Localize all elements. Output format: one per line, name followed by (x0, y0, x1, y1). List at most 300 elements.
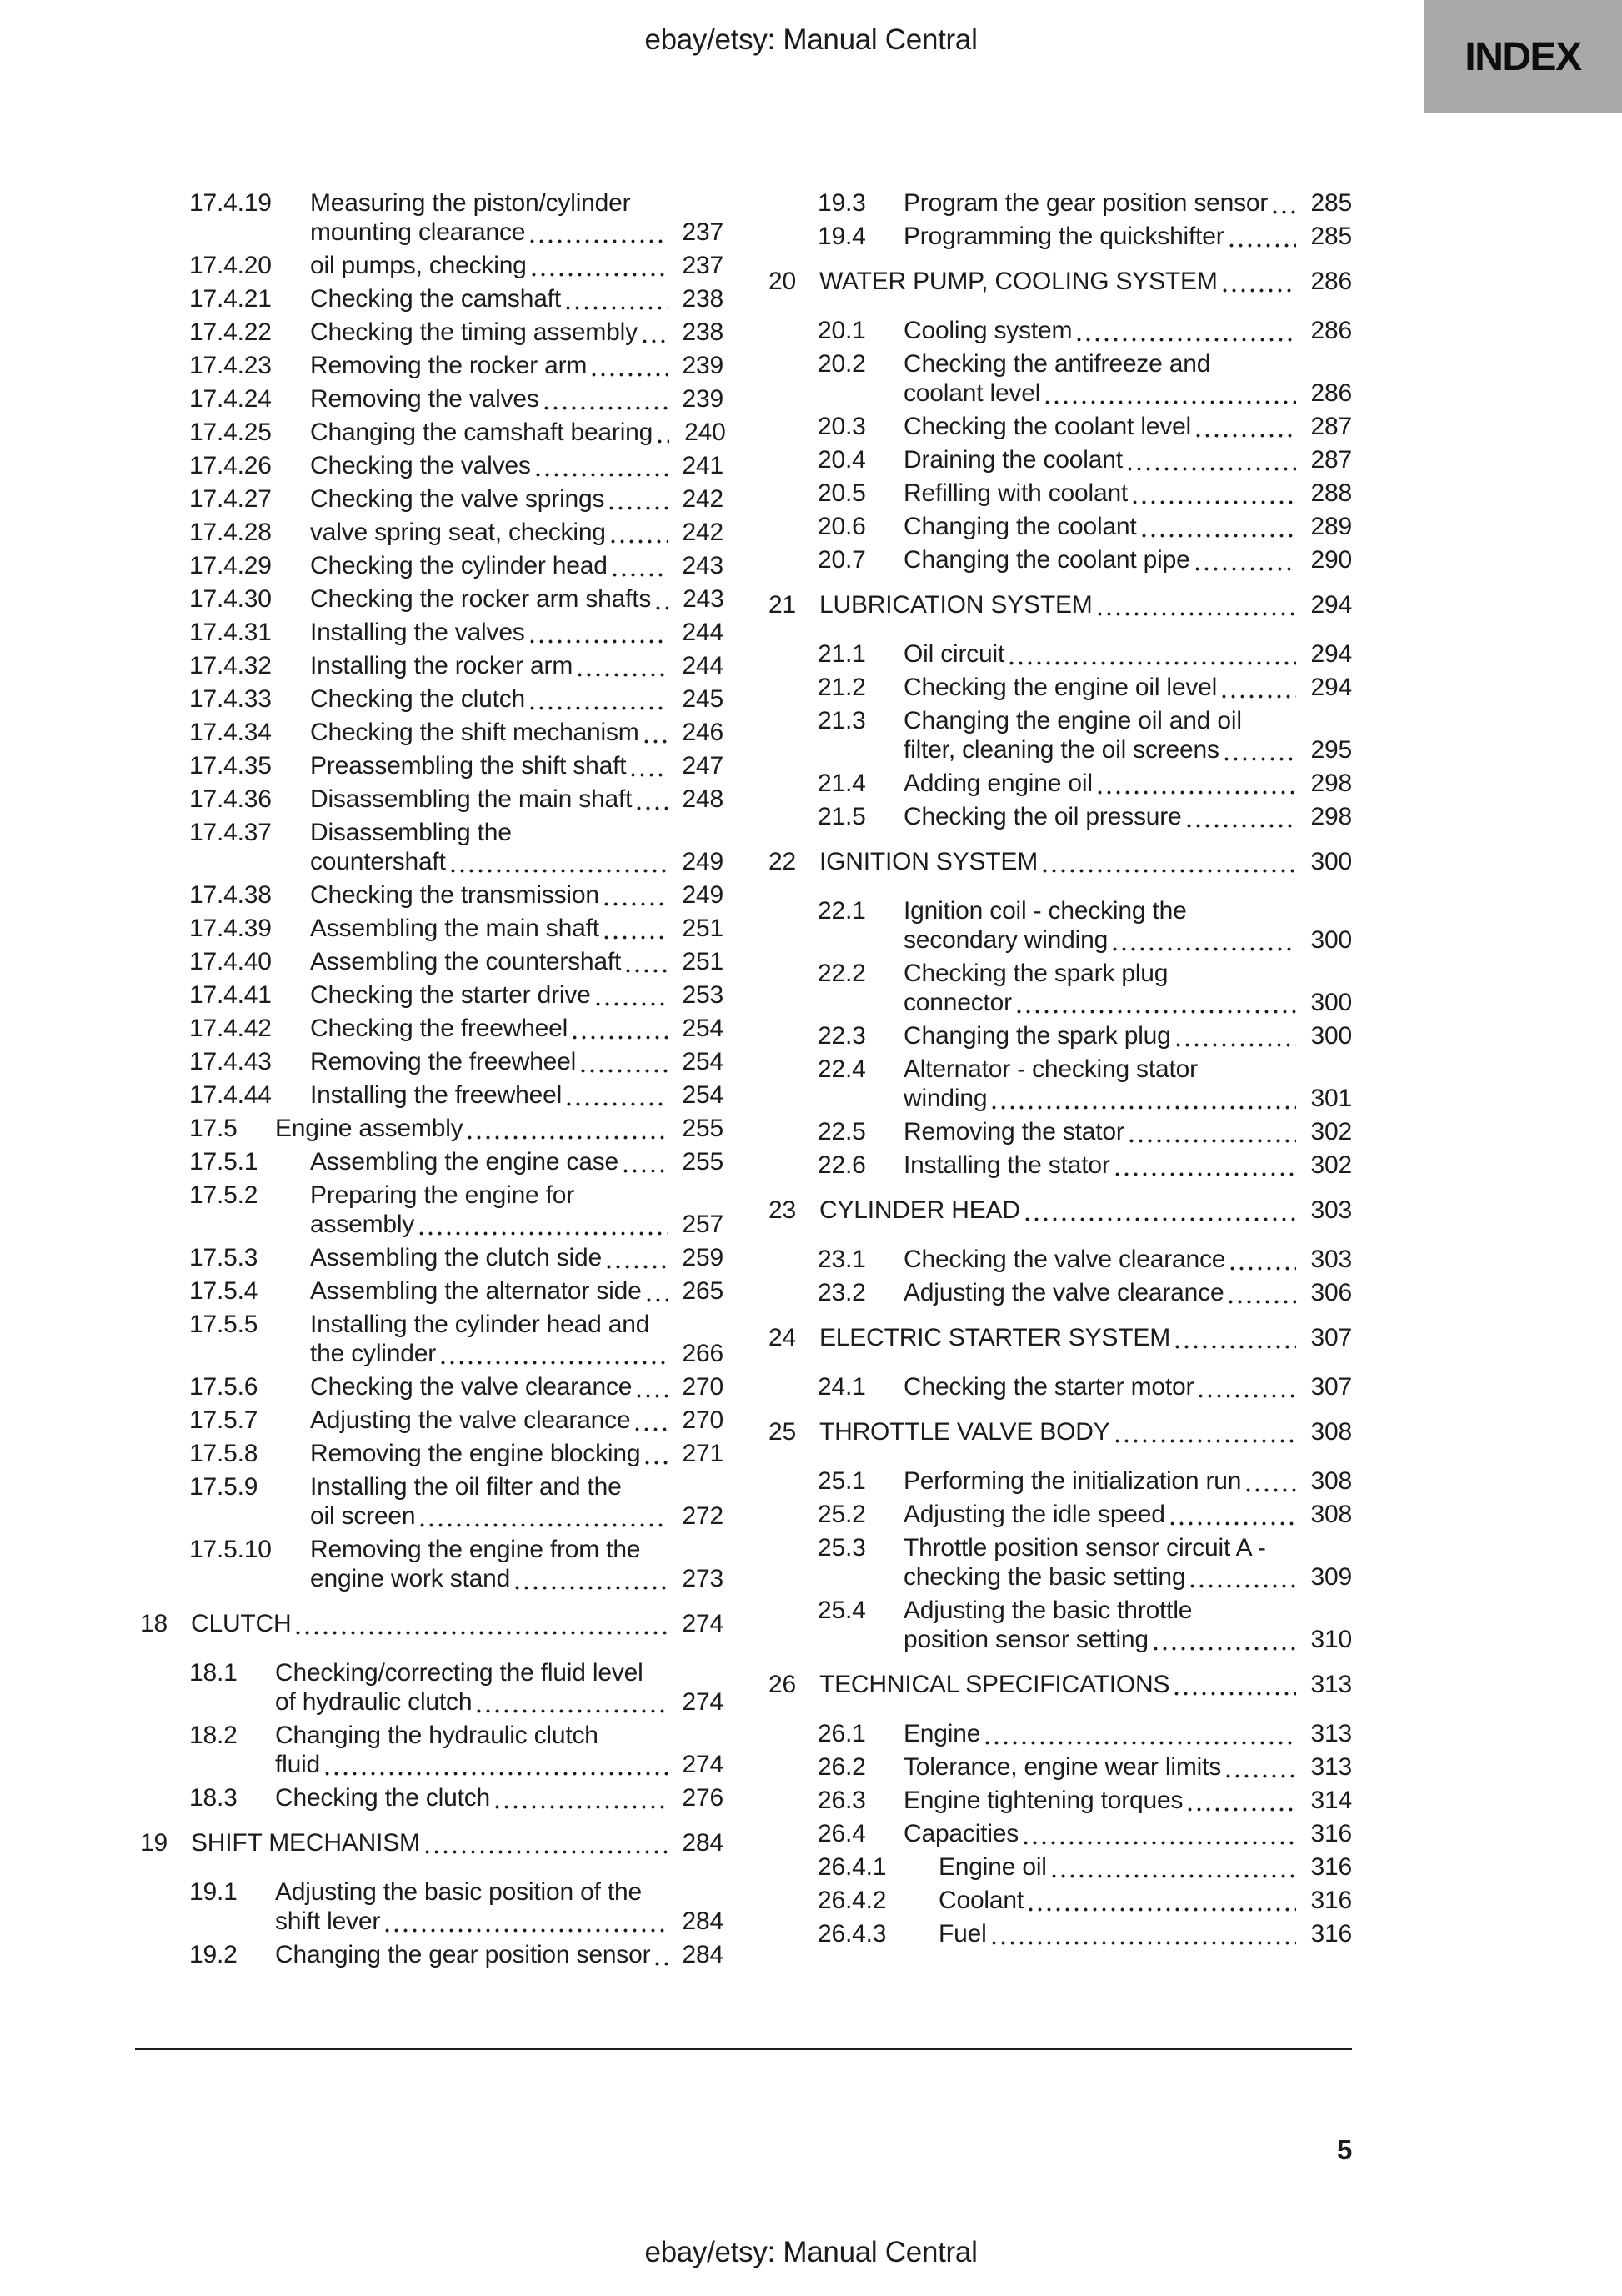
toc-entry-page: 300 (1310, 989, 1352, 1016)
toc-entry[interactable] (140, 484, 723, 514)
toc-entry-line (818, 545, 1352, 574)
toc-entry-page: 287 (1310, 446, 1352, 474)
toc-entry-number: 22.1 (818, 897, 866, 925)
dotted-leader (1229, 1300, 1295, 1304)
toc-entry[interactable] (768, 896, 1352, 955)
toc-entry-line (768, 847, 1352, 876)
toc-entry-number: 17.5.5 (189, 1311, 258, 1338)
toc-entry[interactable] (768, 1323, 1352, 1352)
toc-content (140, 188, 1352, 1973)
dotted-leader (592, 373, 667, 377)
toc-entry-line (189, 618, 723, 647)
toc-entry-line (818, 1245, 1352, 1274)
toc-entry[interactable] (140, 1406, 723, 1435)
toc-entry-title: Changing the coolant pipe (904, 546, 1190, 574)
toc-entry[interactable] (140, 684, 723, 714)
toc-entry-title: Refilling with coolant (904, 479, 1129, 507)
toc-entry[interactable] (768, 706, 1352, 764)
dotted-leader (1176, 1043, 1296, 1047)
toc-entry[interactable] (140, 451, 723, 480)
toc-entry[interactable] (768, 316, 1352, 345)
toc-entry-number: 17.5.1 (189, 1148, 258, 1176)
toc-entry[interactable] (768, 1196, 1352, 1225)
dotted-leader (544, 406, 668, 410)
dotted-leader (1188, 1807, 1295, 1812)
toc-entry[interactable] (768, 1151, 1352, 1180)
toc-entry-number: 17.5.9 (189, 1473, 258, 1501)
toc-entry[interactable] (768, 479, 1352, 508)
toc-entry-line (189, 1907, 723, 1936)
toc-entry[interactable] (140, 1940, 723, 1969)
toc-entry-page: 254 (682, 1081, 723, 1109)
toc-entry-page: 246 (682, 719, 723, 746)
toc-entry-line (818, 769, 1352, 798)
toc-entry-number: 26.4.3 (818, 1920, 887, 1948)
toc-entry[interactable] (768, 188, 1352, 218)
toc-entry-line (818, 1596, 1352, 1625)
dotted-leader (1226, 1774, 1295, 1778)
toc-entry-page: 300 (1310, 848, 1352, 875)
toc-entry-number: 25.2 (818, 1501, 866, 1528)
toc-entry-number: 17.4.29 (189, 552, 272, 579)
toc-entry-number: 18.1 (189, 1659, 238, 1687)
toc-entry[interactable] (140, 1014, 723, 1043)
toc-entry[interactable] (768, 545, 1352, 574)
toc-entry-line (189, 847, 723, 876)
toc-entry[interactable] (768, 412, 1352, 441)
toc-entry-page: 244 (682, 652, 723, 679)
toc-entry-title: oil screen (310, 1502, 416, 1530)
dotted-leader (1154, 1647, 1296, 1651)
toc-entry[interactable] (140, 1783, 723, 1812)
toc-entry-title: Checking the engine oil level (904, 674, 1218, 701)
toc-entry-title: Changing the camshaft bearing (310, 419, 653, 446)
toc-entry-page: 285 (1310, 223, 1352, 250)
toc-entry-page: 274 (682, 1610, 723, 1637)
toc-entry-line (189, 651, 723, 680)
toc-entry-page: 257 (682, 1211, 723, 1238)
toc-entry-line (768, 1196, 1352, 1225)
toc-entry[interactable] (140, 1439, 723, 1468)
toc-entry-title: LUBRICATION SYSTEM (819, 591, 1093, 619)
toc-entry-page: 284 (682, 1941, 723, 1968)
toc-entry[interactable] (140, 914, 723, 943)
dotted-leader (637, 806, 667, 810)
toc-entry-title: Checking the oil pressure (904, 803, 1182, 830)
toc-entry-line (818, 412, 1352, 441)
dotted-leader (578, 673, 667, 677)
toc-entry-line (189, 384, 723, 414)
dotted-leader (609, 506, 667, 510)
toc-entry[interactable] (140, 618, 723, 647)
toc-entry-title: Installing the cylinder head and (310, 1311, 650, 1338)
dotted-leader (1170, 1521, 1296, 1526)
toc-entry-number: 25 (768, 1418, 796, 1446)
toc-entry-number: 20.6 (818, 513, 866, 540)
dotted-leader (656, 606, 668, 610)
toc-entry[interactable] (768, 349, 1352, 408)
toc-entry-number: 22.3 (818, 1022, 866, 1050)
dotted-leader (1133, 500, 1295, 504)
dotted-leader (419, 1231, 667, 1236)
toc-entry[interactable] (140, 1080, 723, 1110)
toc-entry-page: 273 (682, 1565, 723, 1592)
toc-entry[interactable] (768, 1819, 1352, 1848)
toc-entry-title: Checking the camshaft (310, 285, 561, 313)
toc-entry-page: 313 (1310, 1720, 1352, 1747)
toc-entry[interactable] (768, 1117, 1352, 1146)
toc-entry-number: 19.2 (189, 1941, 238, 1968)
toc-entry[interactable] (768, 267, 1352, 296)
toc-entry[interactable] (140, 318, 723, 347)
toc-entry-page: 294 (1310, 640, 1352, 668)
toc-entry-line (189, 1721, 723, 1750)
toc-entry[interactable] (768, 802, 1352, 831)
toc-entry-title: Coolant (939, 1887, 1024, 1914)
toc-entry-page: 242 (682, 519, 723, 546)
toc-entry[interactable] (768, 1417, 1352, 1446)
toc-entry[interactable] (140, 1147, 723, 1176)
toc-entry[interactable] (140, 1609, 723, 1638)
toc-entry[interactable] (140, 1721, 723, 1779)
toc-entry[interactable] (768, 1245, 1352, 1274)
toc-entry-line (189, 1783, 723, 1812)
toc-entry-page: 254 (682, 1048, 723, 1075)
toc-entry-line (189, 218, 723, 247)
dotted-leader (468, 1135, 667, 1140)
dotted-leader (532, 273, 668, 277)
toc-entry-number: 26.4.1 (818, 1853, 887, 1881)
toc-entry[interactable] (140, 251, 723, 280)
toc-entry[interactable] (768, 445, 1352, 474)
toc-entry-number: 22.5 (818, 1118, 866, 1145)
toc-entry[interactable] (140, 188, 723, 247)
toc-entry-line (189, 1014, 723, 1043)
dotted-leader (420, 1523, 667, 1527)
toc-entry-page: 251 (682, 948, 723, 975)
toc-entry[interactable] (140, 718, 723, 747)
dotted-leader (1017, 1010, 1296, 1014)
toc-entry-number: 19.3 (818, 189, 866, 217)
toc-entry-page: 270 (682, 1373, 723, 1401)
toc-entry-title: Checking the timing assembly (310, 318, 638, 346)
toc-entry-number: 23.1 (818, 1246, 866, 1273)
toc-entry[interactable] (768, 1596, 1352, 1654)
toc-entry[interactable] (768, 1278, 1352, 1307)
toc-entry-title: Checking the cylinder head (310, 552, 608, 579)
toc-entry[interactable] (768, 1852, 1352, 1882)
toc-entry-line (818, 1719, 1352, 1748)
toc-entry[interactable] (768, 1021, 1352, 1050)
toc-entry-page: 314 (1310, 1787, 1352, 1814)
toc-entry[interactable] (768, 1055, 1352, 1113)
toc-entry-page: 306 (1310, 1279, 1352, 1306)
dotted-leader (573, 1035, 667, 1040)
toc-entry-title: Checking the freewheel (310, 1015, 568, 1042)
toc-entry-line (818, 673, 1352, 702)
toc-entry-line (140, 1609, 723, 1638)
toc-entry[interactable] (768, 847, 1352, 876)
toc-entry-line (818, 222, 1352, 251)
toc-entry-title: filter, cleaning the oil screens (904, 736, 1219, 764)
toc-entry-line (768, 1417, 1352, 1446)
toc-entry[interactable] (140, 518, 723, 547)
toc-entry-title: SHIFT MECHANISM (191, 1829, 420, 1857)
toc-entry-line (818, 1752, 1352, 1782)
toc-entry-page: 284 (682, 1829, 723, 1857)
toc-entry-number: 17.4.24 (189, 385, 272, 413)
toc-entry[interactable] (768, 1919, 1352, 1948)
toc-entry-title: Program the gear position sensor (904, 189, 1269, 217)
toc-entry-number: 17.5.4 (189, 1277, 258, 1305)
dotted-leader (1115, 1439, 1296, 1443)
toc-entry-number: 17.5.7 (189, 1406, 258, 1434)
toc-entry-title: the cylinder (310, 1340, 437, 1367)
toc-entry-number: 25.1 (818, 1467, 866, 1495)
toc-entry[interactable] (768, 959, 1352, 1017)
toc-entry-line (768, 267, 1352, 296)
dotted-leader (1224, 757, 1296, 761)
toc-entry-page: 237 (682, 252, 723, 279)
toc-entry[interactable] (768, 1670, 1352, 1699)
toc-entry-title: Throttle position sensor circuit A - (904, 1534, 1266, 1562)
toc-entry-page: 285 (1310, 189, 1352, 217)
toc-entry-line (818, 479, 1352, 508)
dotted-leader (1115, 1172, 1296, 1176)
toc-entry-title: Checking the valve springs (310, 485, 605, 513)
toc-entry-page: 237 (682, 218, 723, 246)
toc-entry-line (189, 1564, 723, 1593)
toc-entry[interactable] (140, 880, 723, 910)
toc-entry-number: 21.1 (818, 640, 866, 668)
toc-entry[interactable] (768, 512, 1352, 541)
toc-entry-title: mounting clearance (310, 218, 526, 246)
toc-entry-page: 286 (1310, 268, 1352, 295)
toc-entry-title: Changing the spark plug (904, 1022, 1171, 1050)
toc-entry[interactable] (768, 639, 1352, 669)
toc-entry-line (189, 1658, 723, 1687)
toc-entry-line (189, 718, 723, 747)
toc-entry[interactable] (140, 1535, 723, 1593)
toc-entry[interactable] (140, 1276, 723, 1306)
toc-entry-number: 20.3 (818, 413, 866, 440)
toc-entry-page: 300 (1310, 1022, 1352, 1050)
toc-entry[interactable] (140, 418, 726, 447)
toc-entry-page: 271 (682, 1440, 723, 1467)
dotted-leader (1199, 1394, 1295, 1398)
toc-entry-line (189, 1372, 723, 1401)
toc-entry-number: 17.4.21 (189, 285, 272, 313)
toc-entry-page: 313 (1310, 1753, 1352, 1781)
toc-entry-line (818, 1819, 1352, 1848)
toc-entry-line (818, 1278, 1352, 1307)
toc-entry-line (189, 318, 723, 347)
toc-entry-number: 17.4.26 (189, 452, 272, 479)
toc-entry-line (768, 1670, 1352, 1699)
toc-entry-number: 20.5 (818, 479, 866, 507)
toc-entry[interactable] (140, 1243, 723, 1272)
toc-entry-number: 17.5.6 (189, 1373, 258, 1401)
toc-entry-number: 20.4 (818, 446, 866, 474)
toc-entry-title: Checking the shift mechanism (310, 719, 639, 746)
toc-entry-line (818, 512, 1352, 541)
toc-entry[interactable] (140, 947, 723, 976)
toc-entry[interactable] (140, 751, 723, 780)
toc-entry-title: Programming the quickshifter (904, 223, 1224, 250)
toc-entry-page: 287 (1310, 413, 1352, 440)
toc-entry-page: 298 (1310, 770, 1352, 797)
toc-entry-number: 17.4.38 (189, 881, 272, 909)
dotted-leader (1129, 1139, 1296, 1143)
toc-entry-line (189, 351, 723, 380)
toc-entry-line (818, 896, 1352, 925)
toc-entry[interactable] (140, 1828, 723, 1857)
dotted-leader (637, 1394, 667, 1398)
toc-entry-number: 17.4.19 (189, 189, 272, 217)
toc-entry-number: 24.1 (818, 1373, 866, 1401)
toc-entry[interactable] (768, 590, 1352, 619)
dotted-leader (296, 1631, 667, 1635)
toc-entry-title: Checking the clutch (275, 1784, 491, 1812)
toc-entry-line (768, 590, 1352, 619)
toc-entry-title: Removing the engine from the (310, 1536, 641, 1563)
toc-entry-line (189, 284, 723, 313)
dotted-leader (1009, 661, 1295, 665)
toc-entry-title: Adjusting the basic throttle (904, 1597, 1193, 1624)
toc-entry[interactable] (140, 284, 723, 313)
toc-entry[interactable] (140, 1658, 723, 1717)
toc-entry-number: 17.4.35 (189, 752, 272, 780)
toc-column-left (140, 188, 726, 1973)
toc-entry-title: Assembling the main shaft (310, 915, 599, 942)
toc-entry-title: Checking the valve clearance (310, 1373, 633, 1401)
toc-entry-line (818, 188, 1352, 218)
toc-entry-line (189, 751, 723, 780)
toc-entry[interactable] (140, 351, 723, 380)
toc-entry-number: 17.4.42 (189, 1015, 272, 1042)
toc-entry-line (189, 1210, 723, 1239)
toc-entry[interactable] (768, 1372, 1352, 1401)
toc-entry[interactable] (768, 769, 1352, 798)
toc-entry-page: 302 (1310, 1151, 1352, 1179)
toc-entry-number: 17.4.39 (189, 915, 272, 942)
toc-entry-title: Assembling the alternator side (310, 1277, 642, 1305)
toc-entry[interactable] (768, 1500, 1352, 1529)
toc-entry[interactable] (140, 1472, 723, 1531)
toc-entry-title: Performing the initialization run (904, 1467, 1242, 1495)
toc-entry-title: Adjusting the basic position of the (275, 1878, 642, 1906)
toc-entry-number: 20.2 (818, 350, 866, 378)
toc-entry-number: 17.5.8 (189, 1440, 258, 1467)
toc-entry-line (189, 551, 723, 580)
toc-entry-line (189, 1147, 723, 1176)
dotted-leader (613, 573, 668, 577)
toc-entry[interactable] (140, 1310, 723, 1368)
toc-entry-page: 255 (682, 1115, 723, 1142)
dotted-leader (992, 1941, 1296, 1945)
toc-entry-page: 302 (1310, 1118, 1352, 1145)
toc-entry-number: 17.4.28 (189, 519, 272, 546)
toc-entry-number: 20.1 (818, 317, 866, 344)
toc-entry[interactable] (768, 1466, 1352, 1496)
toc-entry-number: 17.4.44 (189, 1081, 272, 1109)
toc-entry-page: 247 (682, 752, 723, 780)
toc-entry[interactable] (140, 1114, 723, 1143)
toc-entry-number: 25.3 (818, 1534, 866, 1562)
toc-entry[interactable] (768, 1533, 1352, 1592)
footer-rule (135, 2048, 1352, 2050)
toc-entry-page: 316 (1310, 1853, 1352, 1881)
toc-entry-line (189, 1501, 723, 1531)
toc-entry[interactable] (768, 1752, 1352, 1782)
toc-entry[interactable] (140, 1877, 723, 1936)
toc-entry-line (818, 1919, 1352, 1948)
dotted-leader (658, 439, 669, 444)
toc-entry-title: valve spring seat, checking (310, 519, 606, 546)
toc-entry-title: connector (904, 989, 1012, 1016)
toc-entry[interactable] (768, 1786, 1352, 1815)
toc-entry-title: Checking/correcting the fluid level (275, 1659, 643, 1687)
toc-entry-page: 274 (682, 1751, 723, 1778)
dotted-leader (1098, 790, 1296, 795)
toc-entry-number: 17.4.40 (189, 948, 272, 975)
dotted-leader (1273, 210, 1295, 214)
toc-entry-title: Engine tightening torques (904, 1787, 1184, 1814)
toc-entry-page: 270 (682, 1406, 723, 1434)
toc-column-right (768, 188, 1352, 1973)
toc-entry-line (189, 1750, 723, 1779)
toc-entry-title: Installing the oil filter and the (310, 1473, 622, 1501)
dotted-leader (1246, 1488, 1295, 1492)
toc-entry-number: 17.4.30 (189, 585, 272, 613)
toc-entry-line (189, 1940, 723, 1969)
dotted-leader (1128, 467, 1296, 471)
toc-entry[interactable] (140, 980, 723, 1010)
toc-entry-line (818, 1852, 1352, 1882)
toc-entry[interactable] (140, 818, 723, 876)
toc-entry[interactable] (768, 222, 1352, 251)
toc-entry[interactable] (140, 384, 723, 414)
toc-entry-line (818, 988, 1352, 1017)
toc-entry-title: Checking the valves (310, 452, 531, 479)
toc-entry-number: 22.2 (818, 960, 866, 987)
toc-entry-title: Assembling the clutch side (310, 1244, 602, 1271)
toc-entry-line (818, 1055, 1352, 1084)
dotted-leader (385, 1928, 667, 1933)
dotted-leader (1142, 534, 1296, 538)
toc-entry-line (140, 1828, 723, 1857)
toc-entry-line (768, 1323, 1352, 1352)
toc-entry[interactable] (140, 651, 723, 680)
toc-entry-page: 255 (682, 1148, 723, 1176)
toc-entry[interactable] (140, 551, 723, 580)
toc-entry[interactable] (140, 1372, 723, 1401)
toc-entry-page: 242 (682, 485, 723, 513)
toc-entry-title: Checking the starter drive (310, 981, 591, 1009)
toc-entry-page: 272 (682, 1502, 723, 1530)
toc-entry[interactable] (140, 1181, 723, 1239)
dotted-leader (425, 1850, 668, 1854)
toc-entry[interactable] (768, 1886, 1352, 1915)
toc-entry-title: Cooling system (904, 317, 1073, 344)
toc-entry[interactable] (768, 1719, 1352, 1748)
toc-entry[interactable] (140, 785, 723, 814)
dotted-leader (992, 1105, 1295, 1110)
toc-entry[interactable] (768, 673, 1352, 702)
toc-entry-number: 17.5.10 (189, 1536, 272, 1563)
toc-entry[interactable] (140, 584, 723, 614)
toc-entry[interactable] (140, 1047, 723, 1076)
